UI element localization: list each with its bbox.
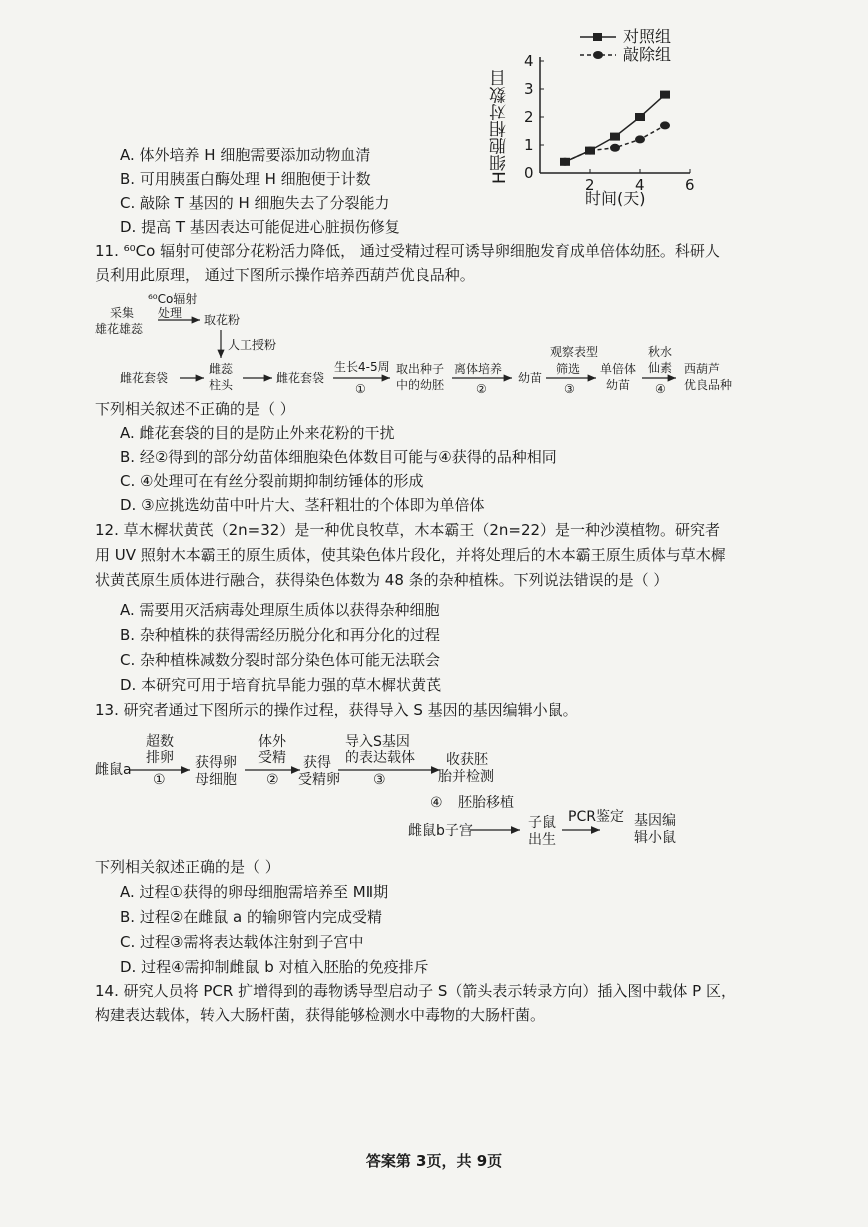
x-tick-label: 2 [585, 176, 595, 194]
data-point-control [560, 158, 570, 166]
q13-mouse-a: 雌鼠a [95, 762, 132, 778]
q12-option-b: B. 杂种植株的获得需经历脱分化和再分化的过程 [120, 626, 440, 644]
q12-stem-line3: 状黄芪原生质体进行融合，获得染色体数为 48 条的杂种植株。下列说法错误的是（ ） [95, 571, 669, 589]
q13-oocyte-1: 获得卵 [195, 755, 237, 771]
q13-vector-2: 的表达载体 [345, 750, 415, 766]
q13-pup-1: 子鼠 [528, 815, 556, 831]
y-tick-label: 1 [524, 136, 534, 154]
q11-culture: 离体培养 [454, 362, 503, 376]
data-point-knockout [635, 135, 645, 143]
legend-label-control: 对照组 [623, 27, 672, 46]
q11-option-c: C. ④处理可在有丝分裂前期抑制纺锤体的形成 [120, 472, 424, 490]
q11-seedling: 幼苗 [518, 371, 543, 385]
q13-edit-2: 辑小鼠 [634, 830, 676, 846]
q13-ivf-1: 体外 [258, 734, 286, 750]
q13-step4: ④ [430, 795, 443, 811]
data-point-control [610, 133, 620, 141]
q11-stem-line2: 员利用此原理， 通过下图所示操作培养西葫芦优良品种。 [95, 266, 475, 284]
q10-option-d: D. 提高 T 基因表达可能促进心脏损伤修复 [120, 218, 400, 236]
page-footer: 答案第 3页，共 9页 [365, 1152, 503, 1170]
q10-option-b: B. 可用胰蛋白酶处理 H 细胞便于计数 [120, 170, 371, 188]
q11-observe: 观察表型 [550, 345, 599, 359]
q13-oocyte-2: 母细胞 [195, 772, 237, 788]
q10-option-a: A. 体外培养 H 细胞需要添加动物血清 [120, 146, 371, 164]
q13-zygote-2: 受精卵 [298, 772, 340, 788]
q13-transfer: 胚胎移植 [458, 795, 514, 811]
data-point-control [635, 113, 645, 121]
data-point-knockout [610, 144, 620, 152]
q13-option-d: D. 过程④需抑制雌鼠 b 对植入胚胎的免疫排斥 [120, 958, 429, 976]
q13-option-c: C. 过程③需将表达载体注射到子宫中 [120, 933, 364, 951]
q13-superov-2: 排卵 [146, 750, 174, 766]
chart-axes [540, 57, 690, 173]
q11-pollinate: 人工授粉 [228, 338, 277, 352]
data-point-knockout [660, 121, 670, 129]
q13-stem: 13. 研究者通过下图所示的操作过程，获得导入 S 基因的基因编辑小鼠。 [95, 701, 578, 719]
q12-stem-line1: 12. 草木樨状黄芪（2n=32）是一种优良牧草，木本霸王（2n=22）是一种沙漠植物。研究者 [95, 521, 721, 539]
q11-stigma-2: 柱头 [209, 378, 234, 392]
q11-step3: ③ [564, 382, 575, 396]
q12-option-c: C. 杂种植株减数分裂时部分染色体可能无法联会 [120, 651, 441, 669]
x-tick-label: 4 [635, 176, 645, 194]
y-tick-label: 0 [524, 164, 534, 182]
q12-stem-line2: 用 UV 照射木本霸王的原生质体，使其染色体片段化，并将处理后的木本霸王原生质体与草木樨 [95, 546, 726, 564]
q11-co-label: ⁶⁰Co辐射 [148, 292, 198, 306]
y-tick-label: 3 [524, 80, 534, 98]
q11-collect-2: 雄花雄蕊 [95, 322, 144, 336]
q11-option-a: A. 雌花套袋的目的是防止外来花粉的干扰 [120, 424, 395, 442]
q13-question: 下列相关叙述正确的是（ ） [95, 858, 280, 876]
q11-question: 下列相关叙述不正确的是（ ） [95, 400, 295, 418]
q11-colch-1: 秋水 [648, 345, 673, 359]
q11-take-pollen: 取花粉 [204, 313, 241, 327]
q11-result-1: 西葫芦 [684, 362, 721, 376]
q11-process: 处理 [158, 306, 183, 320]
q11-haploid-1: 单倍体 [600, 362, 637, 376]
q13-embryo-2: 胎并检测 [438, 769, 494, 785]
q13-embryo-1: 收获胚 [446, 752, 488, 768]
q13-step3: ③ [373, 772, 386, 788]
data-point-knockout [585, 147, 595, 155]
q11-step2: ② [476, 382, 487, 396]
y-tick-label: 2 [524, 108, 534, 126]
q11-bag1: 雌花套袋 [120, 371, 169, 385]
chart-y-axis-label: H细胞相对数目 [490, 69, 510, 185]
q13-uterus: 雌鼠b子宫 [408, 823, 473, 839]
q11-bag2: 雌花套袋 [276, 371, 325, 385]
q13-ivf-2: 受精 [258, 750, 286, 766]
q13-step1: ① [153, 772, 166, 788]
series-line-control [565, 95, 665, 162]
q11-step1: ① [355, 382, 366, 396]
q13-vector-1: 导入S基因 [345, 734, 410, 750]
q13-pcr: PCR鉴定 [568, 809, 624, 825]
legend-label-knockout: 敲除组 [623, 45, 672, 64]
data-point-control [660, 91, 670, 99]
q11-screen: 筛选 [556, 362, 581, 376]
q14-stem-line1: 14. 研究人员将 PCR 扩增得到的毒物诱导型启动子 S（箭头表示转录方向）插入图中载体 P 区， [95, 982, 736, 1000]
q11-option-d: D. ③应挑选幼苗中叶片大、茎秆粗壮的个体即为单倍体 [120, 496, 485, 514]
q11-colch-2: 仙素 [648, 361, 673, 375]
q14-stem-line2: 构建表达载体，转入大肠杆菌，获得能够检测水中毒物的大肠杆菌。 [95, 1006, 546, 1024]
q13-option-b: B. 过程②在雌鼠 a 的输卵管内完成受精 [120, 908, 383, 926]
q11-result-2: 优良品种 [684, 378, 733, 392]
q11-step4: ④ [655, 382, 666, 396]
q11-haploid-2: 幼苗 [606, 378, 631, 392]
q10-option-c: C. 敲除 T 基因的 H 细胞失去了分裂能力 [120, 194, 390, 212]
q12-option-a: A. 需要用灭活病毒处理原生质体以获得杂种细胞 [120, 601, 440, 619]
q11-seed-1: 取出种子 [396, 362, 445, 376]
q13-option-a: A. 过程①获得的卵母细胞需培养至 MⅡ期 [120, 883, 389, 901]
q11-collect-1: 采集 [110, 306, 135, 320]
legend-marker-control [593, 33, 602, 41]
q13-superov-1: 超数 [146, 734, 174, 750]
q11-stigma-1: 雌蕊 [209, 362, 234, 376]
q13-edit-1: 基因编 [634, 813, 676, 829]
q13-step2: ② [266, 772, 279, 788]
data-point-control [585, 147, 595, 155]
chart-x-axis-label: 时间(天) [585, 189, 646, 208]
q13-zygote-1: 获得 [303, 755, 331, 771]
data-point-knockout [560, 158, 570, 166]
q11-grow: 生长4-5周 [334, 360, 390, 374]
q13-pup-2: 出生 [528, 832, 556, 848]
q12-option-d: D. 本研究可用于培育抗旱能力强的草木樨状黄芪 [120, 676, 442, 694]
q11-stem-line1: 11. ⁶⁰Co 辐射可使部分花粉活力降低， 通过受精过程可诱导卵细胞发育成单倍体幼胚。科研人 [95, 242, 720, 260]
q11-seed-2: 中的幼胚 [396, 378, 445, 392]
x-tick-label: 6 [685, 176, 695, 194]
legend-marker-knockout [593, 51, 603, 59]
series-line-knockout [565, 125, 665, 161]
q11-option-b: B. 经②得到的部分幼苗体细胞染色体数目可能与④获得的品种相同 [120, 448, 557, 466]
y-tick-label: 4 [524, 52, 534, 70]
